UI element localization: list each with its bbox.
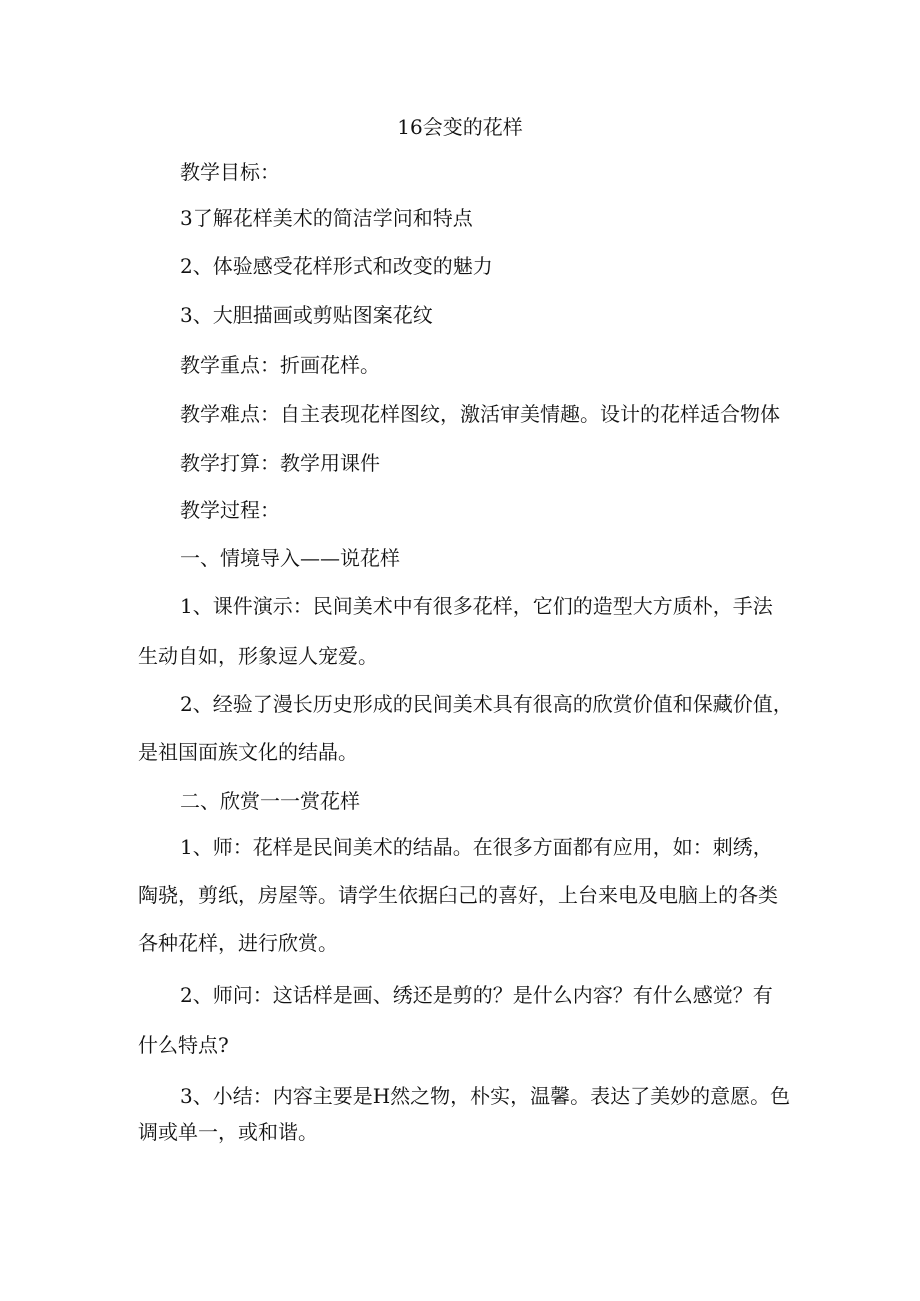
section-2-paragraph-2: [138, 970, 788, 1070]
difficulty: 教学难点：自主表现花样图纹，激活审美情趣。设计的花样适合物体: [180, 402, 780, 426]
goal-item-1: 3了解花样美术的简洁学问和特点: [180, 206, 473, 230]
paragraph-line: 生动自如，形象逗人宠爱。: [138, 644, 378, 668]
paragraph-line: 调或单一，或和谐。: [138, 1120, 318, 1144]
goals-heading: 教学目标：: [180, 160, 280, 184]
paragraph-line: 1、课件演示：民间美术中有很多花样，它们的造型大方质朴，手法: [180, 594, 773, 618]
paragraph-line: 什么特点?: [138, 1033, 229, 1057]
section-2-paragraph-3: [138, 1078, 791, 1150]
document-title: 16会变的花样: [397, 115, 523, 139]
process-heading: 教学过程：: [180, 498, 280, 522]
paragraph-line: 各种花样，进行欣赏。: [138, 931, 338, 955]
goal-item-3: 3、大胆描画或剪贴图案花纹: [180, 303, 433, 327]
section-2-paragraph-1: [138, 823, 788, 967]
section-1-paragraph-1: [138, 581, 788, 681]
section-2-heading: 二、欣赏一一赏花样: [180, 789, 360, 813]
key-point: 教学重点：折画花样。: [180, 353, 380, 377]
paragraph-line: 陶骁，剪纸，房屋等。请学生依据臼己的喜好，上台来电及电脑上的各类: [138, 883, 778, 907]
paragraph-line: 是祖国面族文化的结晶。: [138, 740, 358, 764]
paragraph-line: 3、小结：内容主要是H然之物，朴实，温馨。表达了美妙的意愿。色: [180, 1084, 791, 1108]
section-1-heading: 一、情境导入——说花样: [180, 546, 400, 570]
paragraph-line: 2、经验了漫长历史形成的民间美术具有很高的欣赏价值和保藏价值，: [180, 692, 793, 716]
section-1-paragraph-2: [138, 680, 793, 776]
paragraph-line: 2、师问：这话样是画、绣还是剪的？是什么内容？有什么感觉？有: [180, 983, 773, 1007]
preparation: 教学打算：教学用课件: [180, 451, 380, 475]
goal-item-2: 2、体验感受花样形式和改变的魅力: [180, 254, 493, 278]
paragraph-line: 1、师：花样是民间美术的结晶。在很多方面都有应用，如：刺绣，: [180, 835, 773, 859]
